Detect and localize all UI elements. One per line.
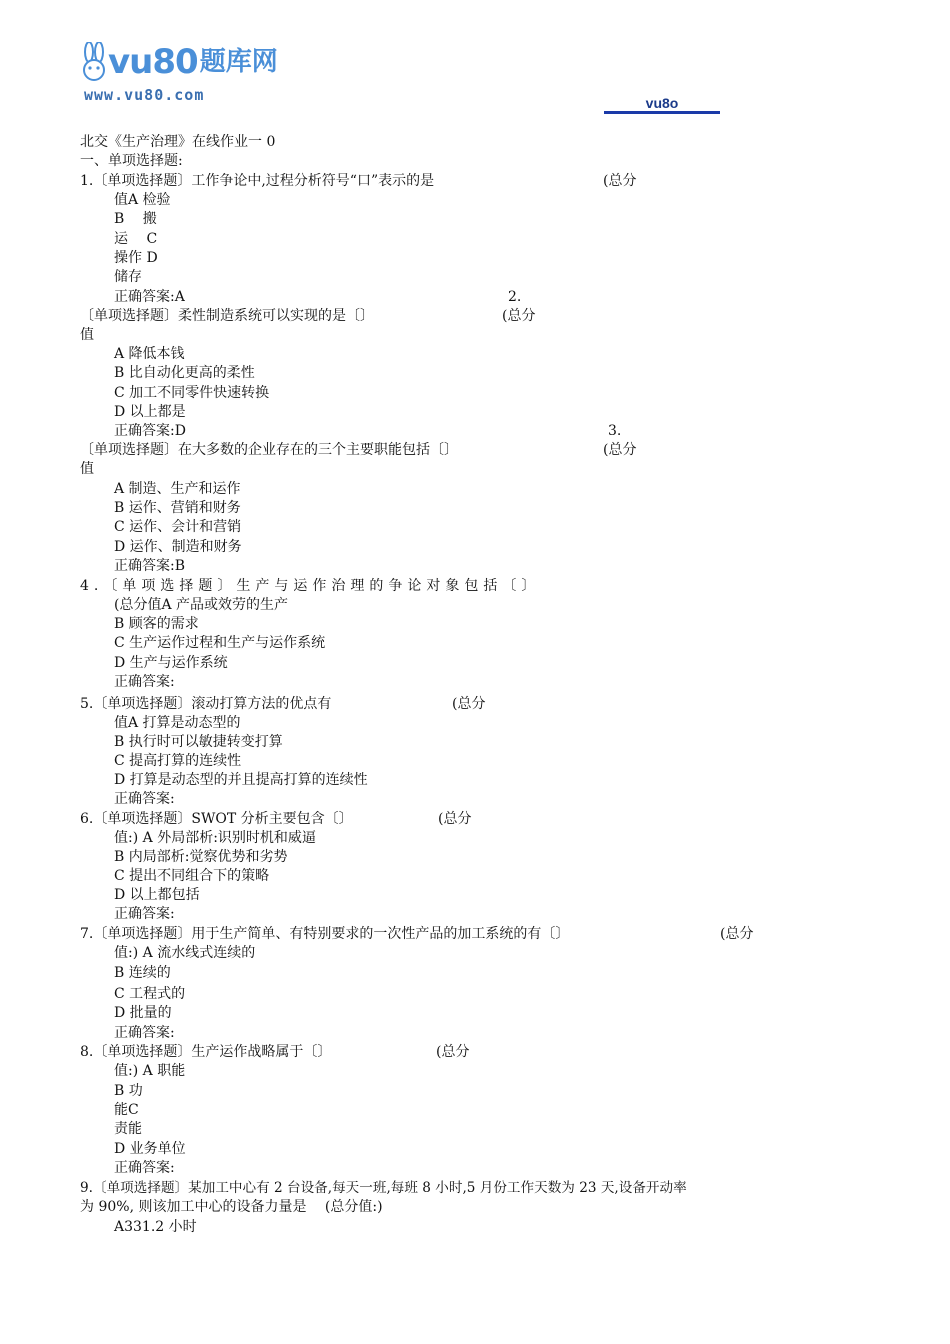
option-line: C 运作、会计和营销 <box>114 519 242 535</box>
score-label: (总分 <box>603 173 637 189</box>
question-9: 9.〔单项选择题〕某加工中心有 2 台设备,每天一班,每班 8 小时,5 月份工作天数为 23 天,设备开动率 <box>80 1180 687 1196</box>
answer-line: 正确答案:B <box>114 558 186 574</box>
doc-title: 北交《生产治理》在线作业一 0 <box>80 134 276 150</box>
bunny-mascot-icon <box>80 42 108 82</box>
answer-line: 正确答案: <box>114 906 175 922</box>
option-line: A 制造、生产和运作 <box>114 481 241 497</box>
option-line: B 顾客的需求 <box>114 616 199 632</box>
option-line: B 内局部析:觉察优势和劣势 <box>114 849 288 865</box>
option-line: A 降低本钱 <box>114 346 185 362</box>
question-3: 〔单项选择题〕在大多数的企业存在的三个主要职能包括〔〕 <box>80 442 458 458</box>
option-line: B 运作、营销和财务 <box>114 500 241 516</box>
score-label: (总分 <box>438 811 472 827</box>
question-4: 4.〔单项选择题〕生产与运作治理的争论对象包括〔〕 <box>80 578 541 594</box>
question-7: 7.〔单项选择题〕用于生产简单、有特别要求的一次性产品的加工系统的有〔〕 <box>80 926 570 942</box>
option-line: B 搬 <box>114 211 157 227</box>
question-6: 6.〔单项选择题〕SWOT 分析主要包含〔〕 <box>80 811 353 827</box>
option-line: D 业务单位 <box>114 1141 186 1157</box>
vu80-logo <box>80 40 300 106</box>
option-line: C 生产运作过程和生产与运作系统 <box>114 635 326 651</box>
option-line: A331.2 小时 <box>114 1219 197 1235</box>
option-line: 值:) A 外局部析:识别时机和威逼 <box>114 830 316 846</box>
header-link[interactable]: vu8o <box>604 96 720 114</box>
score-label-cont: 值 <box>80 461 94 477</box>
question-number: 3. <box>608 423 622 439</box>
answer-line: 正确答案:A <box>114 289 185 305</box>
option-line: C 提出不同组合下的策略 <box>114 868 270 884</box>
option-line: 值:) A 流水线式连续的 <box>114 945 256 961</box>
option-line: C 提高打算的连续性 <box>114 753 242 769</box>
option-line: 能C <box>114 1102 139 1118</box>
option-line: D 打算是动态型的并且提高打算的连续性 <box>114 772 368 788</box>
question-9-cont: 为 90%, 则该加工中心的设备力量是 (总分值:) <box>80 1199 383 1215</box>
option-line: D 以上都包括 <box>114 887 200 903</box>
logo-chinese-name: 题库网 <box>199 47 278 77</box>
question-5: 5.〔单项选择题〕滚动打算方法的优点有 <box>80 696 332 712</box>
answer-line: 正确答案: <box>114 1025 175 1041</box>
option-line: D 以上都是 <box>114 404 186 420</box>
section-heading: 一、单项选择题: <box>80 153 183 169</box>
score-label: (总分 <box>436 1044 470 1060</box>
answer-line: 正确答案: <box>114 1160 175 1176</box>
logo-mark: vu80 <box>108 42 198 82</box>
score-label-cont: 值 <box>80 327 94 343</box>
option-line: 储存 <box>114 269 142 285</box>
score-label: (总分 <box>452 696 486 712</box>
answer-line: 正确答案: <box>114 674 175 690</box>
option-line: D 运作、制造和财务 <box>114 539 242 555</box>
option-line: 值A 打算是动态型的 <box>114 715 241 731</box>
score-label: (总分 <box>603 442 637 458</box>
question-1: 1.〔单项选择题〕工作争论中,过程分析符号“口”表示的是 <box>80 173 435 189</box>
question-8: 8.〔单项选择题〕生产运作战略属于〔〕 <box>80 1044 332 1060</box>
logo-url: www.vu80.com <box>84 86 205 104</box>
option-line: B 连续的 <box>114 965 171 981</box>
option-line: D 批量的 <box>114 1005 172 1021</box>
option-line: C 加工不同零件快速转换 <box>114 385 270 401</box>
answer-line: 正确答案:D <box>114 423 186 439</box>
option-line: 值:) A 职能 <box>114 1063 186 1079</box>
option-line: 值A 检验 <box>114 192 171 208</box>
option-line: 运 C <box>114 231 158 247</box>
answer-line: 正确答案: <box>114 791 175 807</box>
option-line: B 执行时可以敏捷转变打算 <box>114 734 283 750</box>
option-line: 责能 <box>114 1121 142 1137</box>
option-line: B 功 <box>114 1083 143 1099</box>
option-line: 操作 D <box>114 250 158 266</box>
option-line: (总分值A 产品或效劳的生产 <box>114 597 289 613</box>
question-2: 〔单项选择题〕柔性制造系统可以实现的是〔〕 <box>80 308 374 324</box>
score-label: (总分 <box>720 926 754 942</box>
question-number: 2. <box>508 289 522 305</box>
option-line: D 生产与运作系统 <box>114 655 228 671</box>
score-label: (总分 <box>502 308 536 324</box>
option-line: C 工程式的 <box>114 986 186 1002</box>
option-line: B 比自动化更高的柔性 <box>114 365 255 381</box>
